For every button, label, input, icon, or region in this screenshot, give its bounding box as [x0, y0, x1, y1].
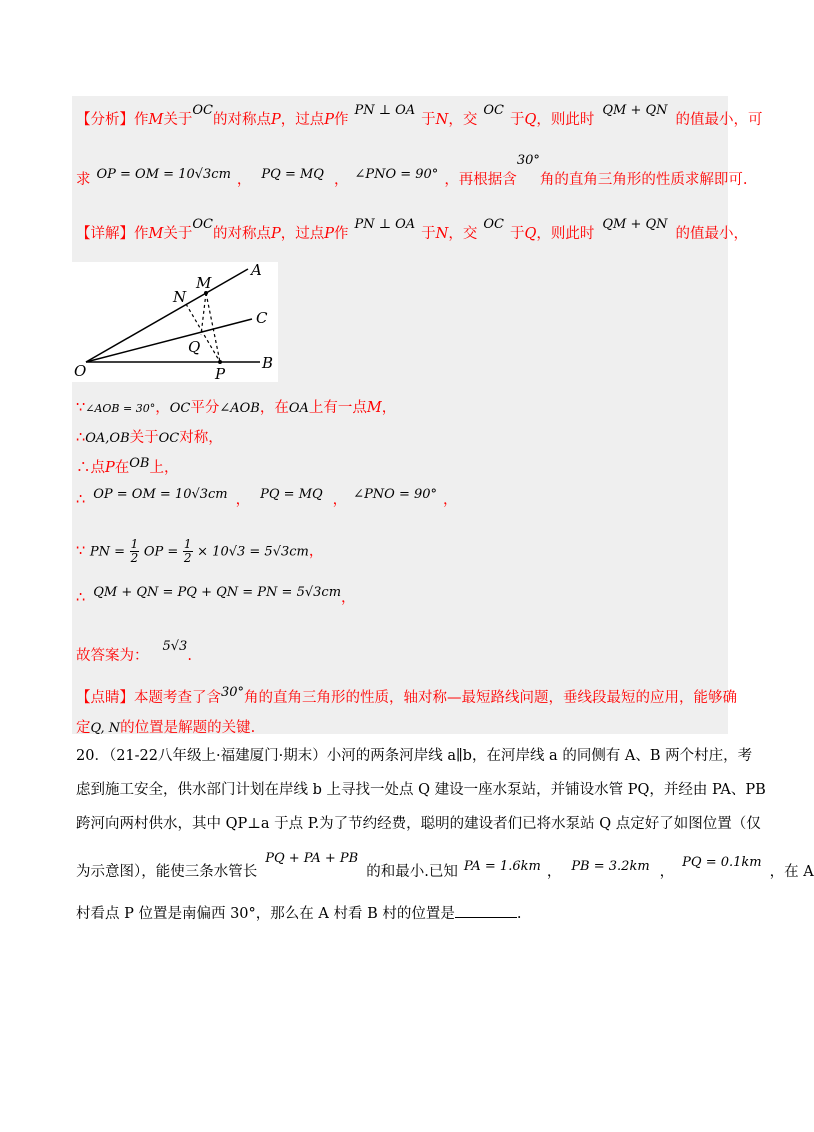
answer-blank[interactable] [455, 916, 517, 918]
step-7: 故答案为：5√3. [76, 639, 192, 664]
ray-oc [86, 319, 252, 362]
comment-tag: 【点睛】 [76, 690, 134, 706]
point-p [218, 360, 222, 364]
step-3: ∴点P在OB上， [76, 456, 179, 476]
analysis-tag: 【分析】 [76, 112, 134, 128]
fraction-half-2: $\frac{1}{2}$ [183, 537, 192, 565]
detail-line-1: 【详解】作M关于OC的对称点P，过点P作PN ⊥ OA于N，交OC于Q，则此时QM + QN的值最小， [76, 217, 749, 242]
step-1: ∵∠AOB = 30°，OC平分∠AOB，在OA上有一点M， [76, 400, 397, 416]
label-a: A [251, 261, 262, 279]
step-6: ∴ QM + QN = PQ + QN = PN = 5√3cm， [76, 585, 356, 606]
comment-line-1: 【点睛】本题考查了含30°角的直角三角形的性质，轴对称—最短路线问题，垂线段最短的应用，能够确 [76, 685, 738, 706]
question-line-4: 为示意图），能使三条水管长PQ + PA + PB的和最小.已知 PA = 1.6km ， PB = 3.2km ，PQ = 0.1km，在 A [76, 851, 814, 880]
question-line-1: 20．（21-22八年级上·福建厦门·期末）小河的两条河岸线 a∥b，在河岸线 a 的同侧有 A、B 两个村庄，考 [76, 748, 753, 764]
geometry-diagram [72, 262, 278, 382]
label-o: O [74, 362, 87, 380]
label-n: N [173, 288, 187, 306]
comment-line-2: 定Q, N的位置是解题的关键. [76, 720, 256, 736]
label-q: Q [188, 338, 201, 356]
geometry-svg [72, 262, 278, 382]
step-4: ∴ OP = OM = 10√3cm ， PQ = MQ ， ∠PNO = 90° ， [76, 487, 458, 508]
ray-oa [86, 269, 248, 362]
question-line-3: 跨河向两村供水，其中 QP⊥a 于点 P.为了节约经费，聪明的建设者们已将水泵站 Q 点定好了如图位置（仅 [76, 816, 761, 832]
question-line-2: 虑到施工安全，供水部门计划在岸线 b 上寻找一处点 Q 建设一座水泵站，并铺设水管 PQ，并经由 PA、PB [76, 782, 766, 798]
label-p: P [215, 365, 226, 383]
step-2: ∴OA,OB关于OC对称， [76, 430, 223, 446]
fraction-half-1: $\frac{1}{2}$ [130, 537, 139, 565]
label-b: B [262, 354, 274, 372]
analysis-line-1: 【分析】作M关于OC的对称点P，过点P作PN ⊥ OA于N，交OC于Q，则此时QM + QN的值最小，可 [76, 103, 763, 128]
question-line-5: 村看点 P 位置是南偏西 30°，那么在 A 村看 B 村的位置是 . [76, 906, 522, 922]
label-c: C [256, 309, 268, 327]
label-m: M [196, 274, 212, 292]
step-5: ∵ PN = $\frac{1}{2}$ OP = $\frac{1}{2}$ × 10√3 = 5√3cm， [76, 537, 324, 565]
detail-tag: 【详解】 [76, 226, 134, 242]
analysis-line-2: 求 OP = OM = 10√3cm ， PQ = MQ ， ∠PNO = 90° ，再根据含30°角的直角三角形的性质求解即可. [76, 153, 748, 188]
segment-mq [201, 293, 206, 335]
